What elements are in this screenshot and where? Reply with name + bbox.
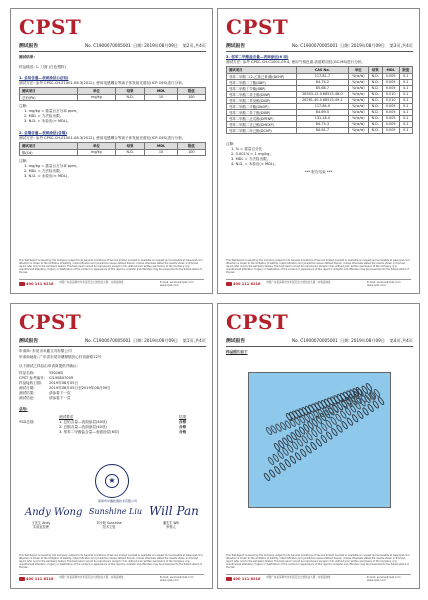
report-date: 日期: 2019年08月09日 xyxy=(133,43,178,48)
table-row: 邻苯二甲酸二异癸酯(DIDP) 26761-40-0 68515-49-1 %(w/w) N.D. 0.010 0.1 xyxy=(227,97,413,103)
test2-title: 2. 总镉含量—表面涂层(总镉) xyxy=(19,131,67,135)
report-date: 日期: 2019年08月09日 xyxy=(340,338,385,343)
table-row: 邻苯二甲酸二异壬酯(DINP) 28553-12-0 68515-48-0 %(w/w) N.D. 0.010 0.1 xyxy=(227,91,413,97)
report-header xyxy=(226,337,413,345)
report-title: 测试报告 xyxy=(226,339,246,344)
test1-notes: 注释: 1. mg/kg = 重量百万分率 ppm。 2. MDL = 方法检出限。 3. N.D. = 未检出(< MDL)。 xyxy=(19,104,80,123)
phone-icon xyxy=(226,577,232,581)
star-icon: ★ xyxy=(108,476,116,485)
disclaimer-text: This Test Report is issued by the Company subject to its General Conditions of Service printed overleaf or available on request and accessible at www.cpst.com. Attention is drawn to the limitation of liability, indemnification and jurisdiction issues defined therein. Unless otherwise stated the results shown in this test report refer only to the sample(s) tested. This test report cannot be reproduced, except in full, without prior written permission of the Company. Any unauthorized alteration, forgery or falsification of the content or appearance of this report is unlawful and offenders may be prosecuted to the fullest extent of the law. xyxy=(19,259,204,274)
page-number: 第1页,共4页 xyxy=(182,338,206,343)
phone-number: 400 111 6216 xyxy=(19,577,54,581)
table-row: 邻苯二甲酸二丁酯(DBP) 84-74-2 %(w/w) N.D. 0.005 0.1 xyxy=(227,79,413,85)
conclusion-heading: 总结: xyxy=(19,407,28,411)
report-number: No. C1900070005001 xyxy=(85,43,131,48)
signer-3: 潘先生 Will 审核人 xyxy=(162,521,180,530)
disclaimer-text: This Test Report is issued by the Company subject to its General Conditions of Service printed overleaf or available on request and accessible at www.cpst.com. Attention is drawn to the limitation of liability, indemnification and jurisdiction issues defined therein. Unless otherwise stated the results shown in this test report refer only to the sample(s) tested. This test report cannot be reproduced, except in full, without prior written permission of the Company. Any unauthorized alteration, forgery or falsification of the content or appearance of this report is unlawful and offenders may be prosecuted to the fullest extent of the law. xyxy=(226,259,411,274)
test1-method: 测试方法: 参考 CPSC-CH-E1001-08.3(2012), 使用电感耦合等离子体发射光谱仪(ICP-OES)进行分析。 xyxy=(19,81,186,85)
company-seal-stamp xyxy=(95,464,129,498)
sample-fields xyxy=(19,371,111,401)
table-row: 邻苯二甲酸二(2-乙基己基)酯(DEHP) 117-81-7 %(w/w) N.D. 0.005 0.1 xyxy=(227,73,413,79)
report-page-4 xyxy=(217,303,420,589)
applicant: 申请商: 东莞市禾鑫文具有限公司 xyxy=(19,349,72,353)
summary-row: YSD总数: 1. 总铅含量—表面涂层(40项) 合格 xyxy=(19,420,187,424)
signature-will: Will Pan xyxy=(149,504,199,518)
lab-address: 中国广东省深圳市龙华区民治大道创业大厦 · 实验室地址 xyxy=(266,576,331,579)
divider xyxy=(19,51,206,52)
report-title: 测试报告 xyxy=(19,44,39,49)
lab-address: 中国广东省深圳市龙华区民治大道创业大厦 · 实验室地址 xyxy=(59,576,124,579)
page-number: 第2页,共4页 xyxy=(182,43,206,48)
end-of-report: *** 报告结束 *** xyxy=(304,170,333,174)
phone-number: 400 111 6216 xyxy=(19,282,54,286)
test3-notes: 注释: 1. % = 重量百分比 2. 0.001% = 1 mg/kg。 3. MDL = 方法检出限。 4. N.D. = 未检出(< MDL)。 xyxy=(226,142,278,166)
test2-table xyxy=(19,142,206,156)
page-footer xyxy=(19,260,204,288)
phone-icon xyxy=(19,282,25,286)
contact-web: E-mail: service@cpst.com www.cpst.com xyxy=(367,281,401,287)
lab-address: 中国广东省深圳市龙华区民治大道创业大厦 · 实验室地址 xyxy=(59,281,124,284)
cpst-logo: CPST xyxy=(226,15,289,39)
report-page-3 xyxy=(217,8,420,294)
report-page-2 xyxy=(10,8,213,294)
report-number: No. C1900070005001 xyxy=(85,338,131,343)
table-row: 镉(Cd) mg/kg N.D. 10 100 xyxy=(20,149,206,155)
binding-coil-image xyxy=(249,373,391,508)
divider xyxy=(19,346,206,347)
summary-block: 测试要求 结果 YSD总数: 1. 总铅含量—表面涂层(40项) 合格 2. 总镉含量—表面涂层(40项) 合格 3. 邻苯二甲酸盐含量—表面涂层(6项) 合格 xyxy=(19,415,206,435)
contact-web: E-mail: service@cpst.com www.cpst.com xyxy=(160,576,194,582)
page-number: 第3页,共4页 xyxy=(389,43,413,48)
section-label: 测试结果: xyxy=(19,55,35,59)
table-header-row: 测试项目 CAS No. 单位 结果 MDL 限值 xyxy=(227,67,413,74)
field-row: 测试结果: 请参看下一页 xyxy=(19,391,71,395)
report-header xyxy=(19,42,206,50)
test3-title: 3. 邻苯二甲酸盐含量—表面涂层(6 项) xyxy=(226,55,289,59)
page-footer xyxy=(226,555,411,583)
table-row: 总铅(Pb) mg/kg N.D. 10 100 xyxy=(20,94,206,100)
table-row: 邻苯二甲酸二正己酯(DHEXP) 84-75-3 %(w/w) N.D. 0.005 0.1 xyxy=(227,121,413,127)
report-number: No. C1900070005001 xyxy=(292,43,338,48)
phone-icon xyxy=(19,577,25,581)
field-row: 样品名称: Y5018D xyxy=(19,371,64,375)
divider xyxy=(226,346,413,347)
report-date: 日期: 2019年08月09日 xyxy=(133,338,178,343)
cpst-logo: CPST xyxy=(19,310,82,334)
sample-basis: 以下测试之样品由申请商提供并确认: xyxy=(19,364,78,368)
field-row: 样品接收日期: 2019年08月05日 xyxy=(19,381,79,385)
page-footer xyxy=(19,555,204,583)
table-row: 邻苯二甲酸二异丁酯(DIBP) 84-69-5 %(w/w) N.D. 0.005 0.1 xyxy=(227,109,413,115)
test2-method: 测试方法: 参考 CPSC-CH-E1001-08.3(2012), 使用电感耦合等离子体发射光谱仪(ICP-OES)进行分析。 xyxy=(19,136,186,140)
photo-caption: 样品照片如下 xyxy=(226,350,248,354)
page-footer xyxy=(226,260,411,288)
phone-number: 400 111 6216 xyxy=(226,282,261,286)
contact-web: E-mail: service@cpst.com www.cpst.com xyxy=(160,281,194,287)
table-row: 邻苯二甲酸二辛酯(DNOP) 117-84-0 %(w/w) N.D. 0.005 0.1 xyxy=(227,103,413,109)
test1-title: 1. 总铅含量—表面涂层()总铅) xyxy=(19,76,69,80)
test3-method: 测试方法: 参考 CPSC-CH-C1001-09.4, 使用气相色谱-质谱联用仪(GC-MS)进行分析。 xyxy=(226,60,366,64)
cpst-logo: CPST xyxy=(226,310,289,334)
report-number: No. C1900070005001 xyxy=(292,338,338,343)
field-row: 测试结论: 请参看下一页 xyxy=(19,396,71,400)
lab-address: 中国广东省深圳市龙华区民治大道创业大厦 · 实验室地址 xyxy=(266,281,331,284)
report-header xyxy=(19,337,206,345)
report-page-1 xyxy=(10,303,213,589)
contact-web: E-mail: service@cpst.com www.cpst.com xyxy=(367,576,401,582)
phone-number: 400 111 6216 xyxy=(226,577,261,581)
applicant-address: 申请商地址: 广东省东莞市塘厦镇田心村田新路12号 xyxy=(19,355,102,359)
sample-description: 样品描述: 1. 刀面 (白色塑料) xyxy=(19,65,66,69)
test2-notes: 注释: 1. mg/kg = 重量百万分率 ppm。 2. MDL = 方法检出限。 3. N.D. = 未检出(< MDL)。 xyxy=(19,159,80,178)
table-header-row: 测试项目 单位 结果 MDL 限值 xyxy=(20,88,206,95)
summary-row: 3. 邻苯二甲酸盐含量—表面涂层(6项) 合格 xyxy=(59,430,187,434)
phthalate-table xyxy=(226,66,413,134)
table-row: 邻苯二甲酸二环己酯(DCHP) 84-61-7 %(w/w) N.D. 0.005 0.1 xyxy=(227,127,413,133)
signer-1: 王先生 Andy 实验室经理 xyxy=(31,521,51,530)
report-title: 测试报告 xyxy=(226,44,246,49)
sample-photo xyxy=(248,372,391,508)
table-header-row: 测试项目 单位 结果 MDL 限值 xyxy=(20,143,206,150)
disclaimer-text: This Test Report is issued by the Company subject to its General Conditions of Service printed overleaf or available on request and accessible at www.cpst.com. Attention is drawn to the limitation of liability, indemnification and jurisdiction issues defined therein. Unless otherwise stated the results shown in this test report refer only to the sample(s) tested. This test report cannot be reproduced, except in full, without prior written permission of the Company. Any unauthorized alteration, forgery or falsification of the content or appearance of this report is unlawful and offenders may be prosecuted to the fullest extent of the law. xyxy=(19,554,204,569)
report-header xyxy=(226,42,413,50)
field-row: CPST 参考编号: CI190807009 xyxy=(19,376,74,380)
signature-andy: Andy Wong xyxy=(25,507,83,518)
report-title: 测试报告 xyxy=(19,339,39,344)
signer-2: 刘小姐 Sunshine 技术主管 xyxy=(96,521,122,530)
summary-row: 2. 总镉含量—表面涂层(40项) 合格 xyxy=(59,425,187,429)
signature-sunshine: Sunshine Liu xyxy=(89,507,143,516)
divider xyxy=(226,51,413,52)
table-row: 邻苯二甲酸二正戊酯(DPENP) 131-18-0 %(w/w) N.D. 0.005 0.1 xyxy=(227,115,413,121)
table-row: 邻苯二甲酸丁苄酯(BBP) 85-68-7 %(w/w) N.D. 0.005 0.1 xyxy=(227,85,413,91)
disclaimer-text: This Test Report is issued by the Company subject to its General Conditions of Service printed overleaf or available on request and accessible at www.cpst.com. Attention is drawn to the limitation of liability, indemnification and jurisdiction issues defined therein. Unless otherwise stated the results shown in this test report refer only to the sample(s) tested. This test report cannot be reproduced, except in full, without prior written permission of the Company. Any unauthorized alteration, forgery or falsification of the content or appearance of this report is unlawful and offenders may be prosecuted to the fullest extent of the law. xyxy=(226,554,411,569)
report-date: 日期: 2019年08月09日 xyxy=(340,43,385,48)
field-row: 测试日期: 2019年08月05日至2019年08月09日 xyxy=(19,386,111,390)
page-number: 第4页,共4页 xyxy=(389,338,413,343)
seal-text: 深圳市中鑫检测技术有限公司 xyxy=(97,499,137,503)
cpst-logo: CPST xyxy=(19,15,82,39)
test1-table xyxy=(19,87,206,101)
phone-icon xyxy=(226,282,232,286)
